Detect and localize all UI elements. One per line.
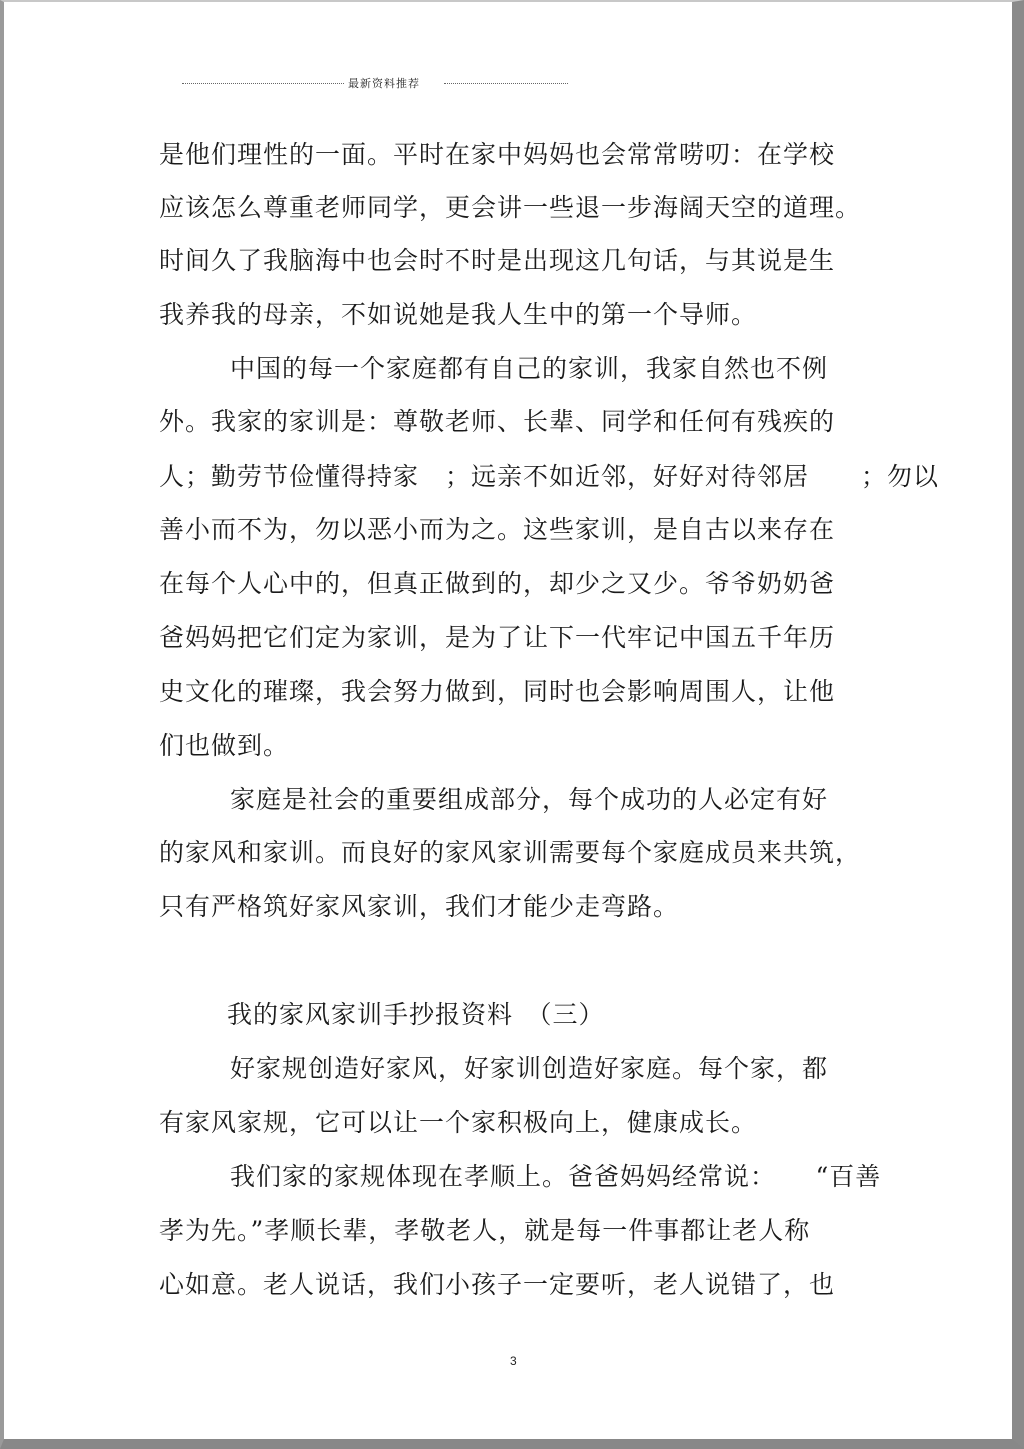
body-line: 在每个人心中的，但真正做到的，却少之又少。爷爷奶奶爸 bbox=[159, 569, 836, 598]
body-line: 时间久了我脑海中也会时不时是出现这几句话，与其说是生 bbox=[159, 246, 836, 275]
body-line: 我们家的家规体现在孝顺上。爸爸妈妈经常说： “百善 bbox=[230, 1162, 882, 1191]
body-line: 爸妈妈把它们定为家训，是为了让下一代牢记中国五千年历 bbox=[159, 623, 836, 652]
body-line: 中国的每一个家庭都有自己的家训，我家自然也不例 bbox=[230, 354, 829, 383]
body-line: 善小而不为，勿以恶小而为之。这些家训，是自古以来存在 bbox=[159, 515, 836, 544]
body-line: 好家规创造好家风，好家训创造好家庭。每个家，都 bbox=[230, 1054, 829, 1083]
body-line: 我养我的母亲，不如说她是我人生中的第一个导师。 bbox=[159, 300, 758, 329]
page-number: 3 bbox=[510, 1354, 517, 1368]
body-line: 心如意。老人说话，我们小孩子一定要听，老人说错了，也 bbox=[159, 1270, 836, 1299]
body-line: 孝为先。”孝顺长辈，孝敬老人，就是每一件事都让老人称 bbox=[159, 1216, 811, 1245]
body-line: 史文化的璀璨，我会努力做到，同时也会影响周围人，让他 bbox=[159, 677, 836, 706]
body-line: 只有严格筑好家风家训，我们才能少走弯路。 bbox=[159, 892, 680, 921]
section-title: 我的家风家训手抄报资料 （三） bbox=[227, 1000, 605, 1029]
header-dotted-rule-left bbox=[182, 83, 344, 84]
body-line: 是他们理性的一面。平时在家中妈妈也会常常唠叨：在学校 bbox=[159, 140, 836, 169]
body-line: 的家风和家训。而良好的家风家训需要每个家庭成员来共筑， bbox=[159, 838, 862, 867]
body-line: 人；勤劳节俭懂得持家 ；远亲不如近邻，好好对待邻居 ；勿以 bbox=[159, 462, 940, 491]
body-line: 们也做到。 bbox=[159, 731, 290, 760]
header-dotted-rule-right bbox=[444, 83, 568, 84]
body-line: 应该怎么尊重老师同学，更会讲一些退一步海阔天空的道理。 bbox=[159, 193, 862, 222]
body-line: 家庭是社会的重要组成部分，每个成功的人必定有好 bbox=[230, 785, 829, 814]
page-header bbox=[182, 75, 568, 91]
body-line: 外。我家的家训是：尊敬老师、长辈、同学和任何有残疾的 bbox=[159, 407, 836, 436]
header-label: 最新资料推荐 bbox=[348, 77, 420, 90]
body-line: 有家风家规，它可以让一个家积极向上，健康成长。 bbox=[159, 1108, 758, 1137]
